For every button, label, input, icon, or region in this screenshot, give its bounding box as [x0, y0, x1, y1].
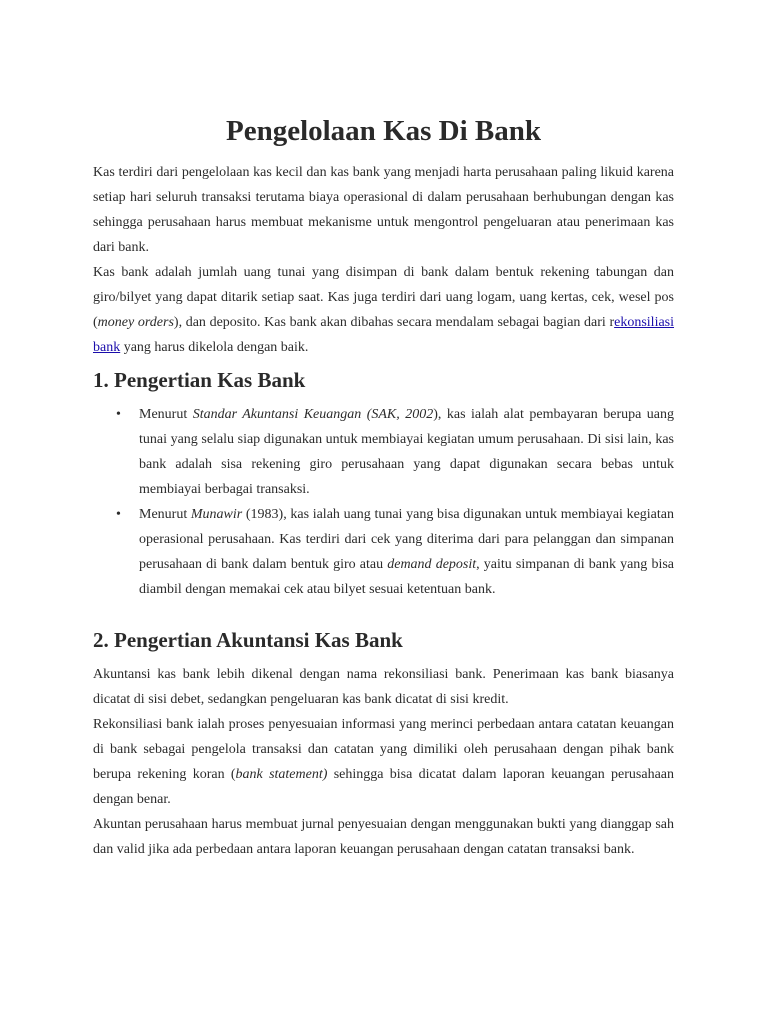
- section-2-italic-bank-statement: bank statement): [235, 767, 328, 782]
- list-item-text: Menurut: [139, 507, 191, 522]
- list-item-text: , yaitu simpanan di bank yang bisa diambil dengan memakai cek atau bilyet sesuai ketentuan bank.: [139, 557, 674, 597]
- document-title: Pengelolaan Kas Di Bank: [225, 115, 542, 147]
- section-2-heading: 2. Pengertian Akuntansi Kas Bank: [93, 628, 403, 652]
- intro-text-a: Kas bank adalah jumlah uang tunai yang disimpan di bank dalam bentuk rekening tabungan dan giro/bilyet yang dapat ditarik setiap saat. Kas juga terdiri dari uang logam, uang kertas, cek, wesel pos (: [93, 265, 674, 330]
- list-item-italic: Munawir: [190, 507, 243, 522]
- intro-paragraph-2: [93, 260, 674, 360]
- section-2-paragraph-1: Akuntansi kas bank lebih dikenal dengan nama rekonsiliasi bank. Penerimaan kas bank biasanya dicatat di sisi debet, sedangkan pengeluaran kas bank dicatat di sisi kredit.: [93, 667, 674, 707]
- section-2-paragraph-2: [93, 712, 674, 812]
- list-item-text: (1983), kas ialah uang tunai yang bisa digunakan untuk membiayai kegiatan operasional perusahaan. Kas terdiri dari cek yang diterima dari para pelanggan dan simpanan perusahaan di bank dalam bentuk giro atau: [139, 507, 675, 572]
- rekonsiliasi-bank-link[interactable]: ekonsiliasi bank: [93, 315, 675, 355]
- intro-text-b: ), dan deposito. Kas bank akan dibahas secara mendalam sebagai bagian dari r: [173, 315, 615, 330]
- list-item: [139, 502, 674, 602]
- section-2-paragraph-3: Akuntan perusahaan harus membuat jurnal penyesuaian dengan menggunakan bukti yang dianggap sah dan valid jika ada perbedaan antara laporan keuangan perusahaan dengan catatan transaksi bank.: [93, 817, 674, 857]
- section-2-text-b: sehingga bisa dicatat dalam laporan keuangan perusahaan dengan benar.: [93, 767, 674, 807]
- section-2-text-a: Rekonsiliasi bank ialah proses penyesuaian informasi yang merinci perbedaan antara catatan keuangan di bank sebagai pengelola transaksi dan catatan yang dimiliki oleh perusahaan dengan pihak bank berupa rekening koran (: [93, 717, 674, 782]
- intro-text-c: yang harus dikelola dengan baik.: [120, 340, 309, 355]
- list-item-italic: demand deposit: [387, 557, 477, 572]
- list-item: [139, 402, 674, 502]
- section-1-list: [93, 402, 674, 602]
- intro-paragraph-1: Kas terdiri dari pengelolaan kas kecil dan kas bank yang menjadi harta perusahaan paling likuid karena setiap hari seluruh transaksi terutama biaya operasional di dalam perusahaan berhubungan dengan kas sehingga perusahaan harus membuat mekanisme untuk mengontrol pengeluaran atau penerimaan kas dari bank.: [93, 165, 674, 255]
- intro-italic-money-orders: money orders: [97, 315, 174, 330]
- document-page: [93, 112, 674, 862]
- list-item-text: ), kas ialah alat pembayaran berupa uang tunai yang selalu siap digunakan untuk membiayai kegiatan umum perusahaan. Di sisi lain, kas bank adalah sisa rekening giro perusahaan yang dapat digunakan secara bebas untuk membiayai berbagai transaksi.: [139, 407, 675, 497]
- list-item-text: Menurut: [139, 407, 193, 422]
- section-1-heading: 1. Pengertian Kas Bank: [93, 368, 306, 392]
- list-item-italic: Standar Akuntansi Keuangan (SAK, 2002: [192, 407, 434, 422]
